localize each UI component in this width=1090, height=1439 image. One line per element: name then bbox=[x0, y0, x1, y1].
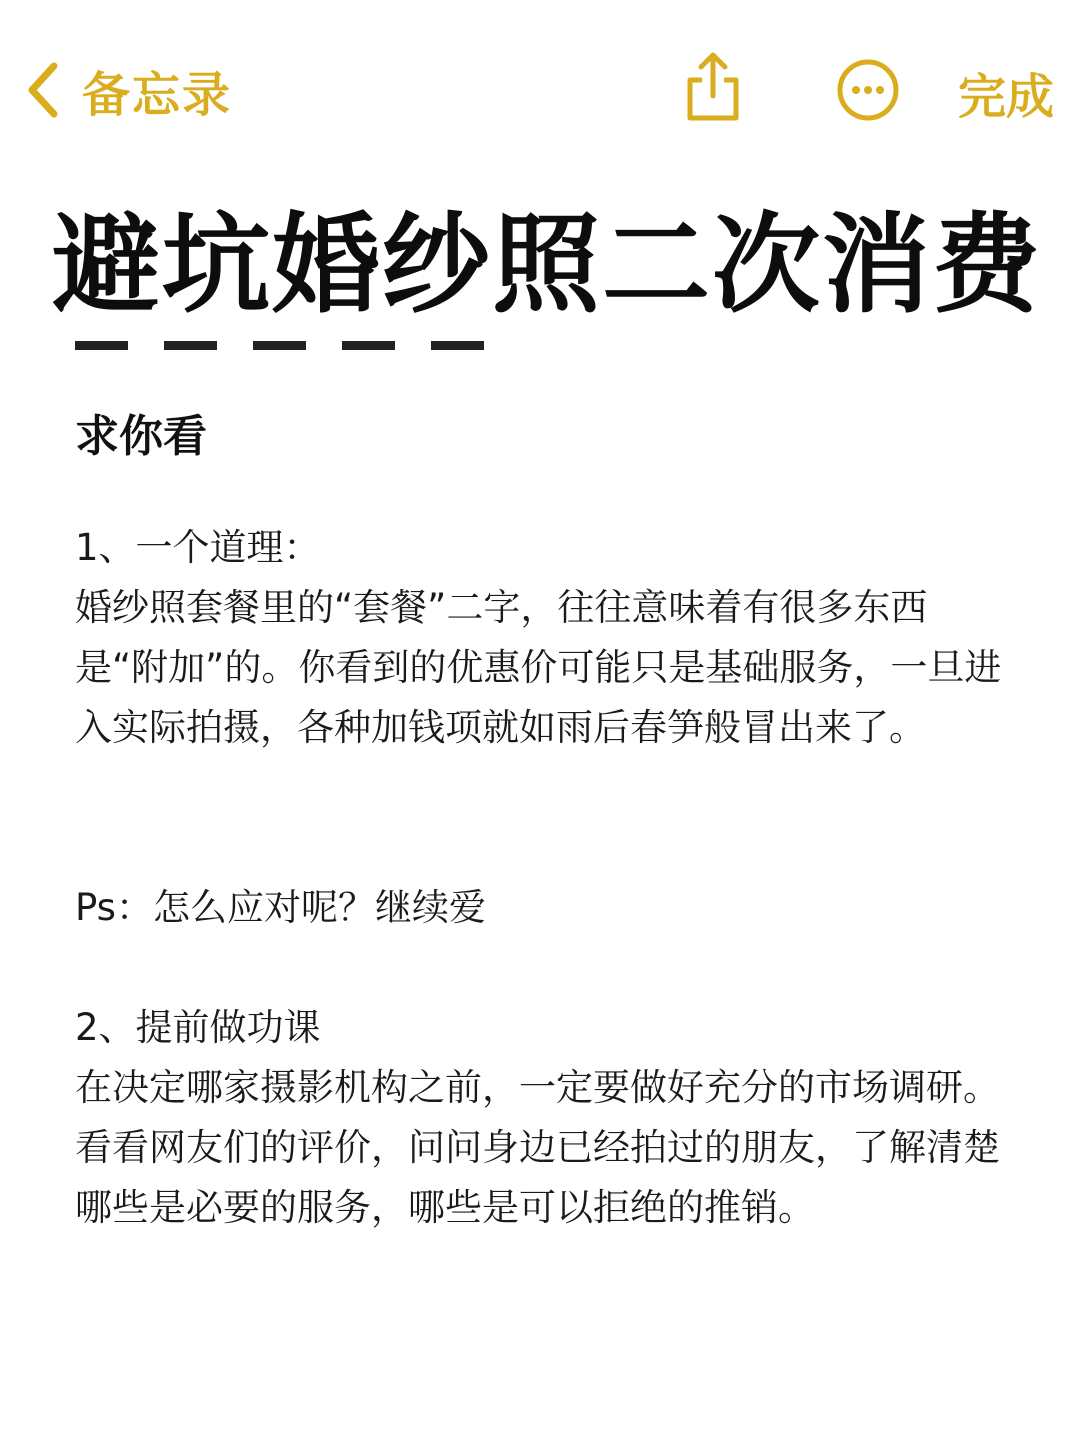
dash bbox=[164, 341, 217, 350]
dash bbox=[342, 341, 395, 350]
section-2-heading: 2、提前做功课 bbox=[75, 1006, 321, 1049]
section-1-body: 婚纱照套餐里的“套餐”二字，往往意味着有很多东西是“附加”的。你看到的优惠价可能只是基础服务，一旦进入实际拍摄，各种加钱项就如雨后春笋般冒出来了。 bbox=[75, 586, 1002, 749]
back-label: 备忘录 bbox=[82, 66, 233, 123]
dash-divider bbox=[75, 341, 484, 350]
chevron-left-icon bbox=[22, 58, 62, 122]
done-button[interactable]: 完成 bbox=[958, 69, 1055, 125]
section-2 bbox=[75, 998, 1020, 1238]
ps-section bbox=[75, 878, 1020, 938]
dash bbox=[75, 341, 128, 350]
section-1-heading: 1、一个道理： bbox=[75, 526, 321, 569]
back-button[interactable] bbox=[22, 55, 232, 125]
section-2-body: 在决定哪家摄影机构之前，一定要做好充分的市场调研。看看网友们的评价，问问身边已经拍过的朋友，了解清楚哪些是必要的服务，哪些是可以拒绝的推销。 bbox=[75, 1066, 1000, 1229]
note-subtitle: 求你看 bbox=[75, 411, 207, 462]
dash bbox=[431, 341, 484, 350]
navigation-bar bbox=[0, 0, 1090, 170]
share-icon[interactable] bbox=[684, 50, 742, 124]
ps-line: Ps：怎么应对呢？继续爱 bbox=[75, 886, 486, 929]
note-title: 避坑婚纱照二次消费 bbox=[52, 203, 1043, 328]
section-1 bbox=[75, 518, 1020, 758]
more-icon[interactable] bbox=[836, 58, 900, 122]
dash bbox=[253, 341, 306, 350]
